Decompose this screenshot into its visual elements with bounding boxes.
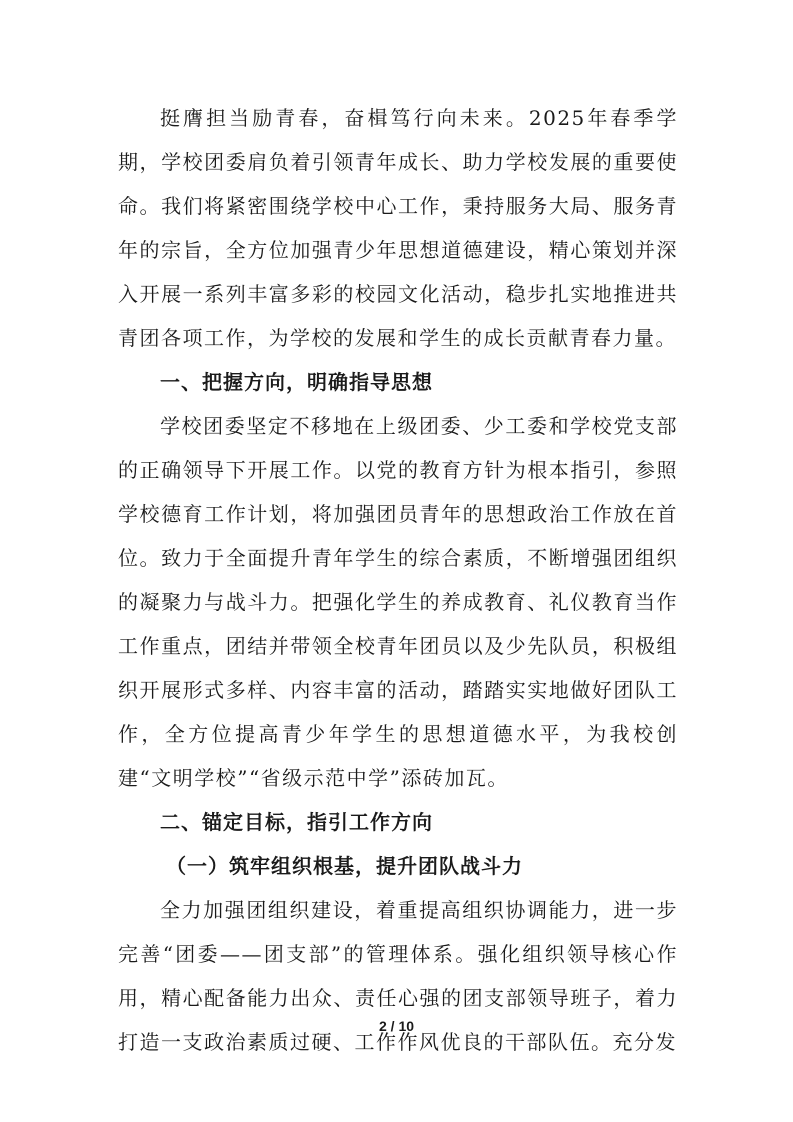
guiding-thought-paragraph: 学校团委坚定不移地在上级团委、少工委和学校党支部的正确领导下开展工作。以党的教育方针为根本指引，参照学校德育工作计划，将加强团员青年的思想政治工作放在首位。致力于全面提升青年学生的综合素质，不断增强团组织的凝聚力与战斗力。把强化学生的养成教育、礼仪教育当作工作重点，团结并带领全校青年团员以及少先队员，积极组织开展形式多样、内容丰富的活动，踏踏实实地做好团队工作，全方位提高青少年学生的思想道德水平，为我校创建“文明学校”“省级示范中学”添砖加瓦。 <box>118 414 678 790</box>
organization-paragraph: 全力加强团组织建设，着重提高组织协调能力，进一步完善“团委——团支部”的管理体系。强化组织领导核心作用，精心配备能力出众、责任心强的团支部领导班子，着力打造一支政治素质过硬、工作作风优良的干部队伍。充分发 <box>118 898 678 1054</box>
intro-paragraph: 挺膺担当励青春，奋楫笃行向未来。2025年春季学期，学校团委肩负着引领青年成长、助力学校发展的重要使命。我们将紧密围绕学校中心工作，秉持服务大局、服务青年的宗旨，全方位加强青少年思想道德建设，精心策划并深入开展一系列丰富多彩的校园文化活动，稳步扎实地推进共青团各项工作，为学校的发展和学生的成长贡献青春力量。 <box>118 106 678 350</box>
subsection-heading-1: （一）筑牢组织根基，提升团队战斗力 <box>166 854 523 878</box>
section-heading-2: 二、锚定目标，指引工作方向 <box>160 810 433 834</box>
page-number: 2 / 10 <box>378 1018 415 1034</box>
document-body <box>118 96 678 1064</box>
section-heading-1: 一、把握方向，明确指导思想 <box>160 370 433 394</box>
